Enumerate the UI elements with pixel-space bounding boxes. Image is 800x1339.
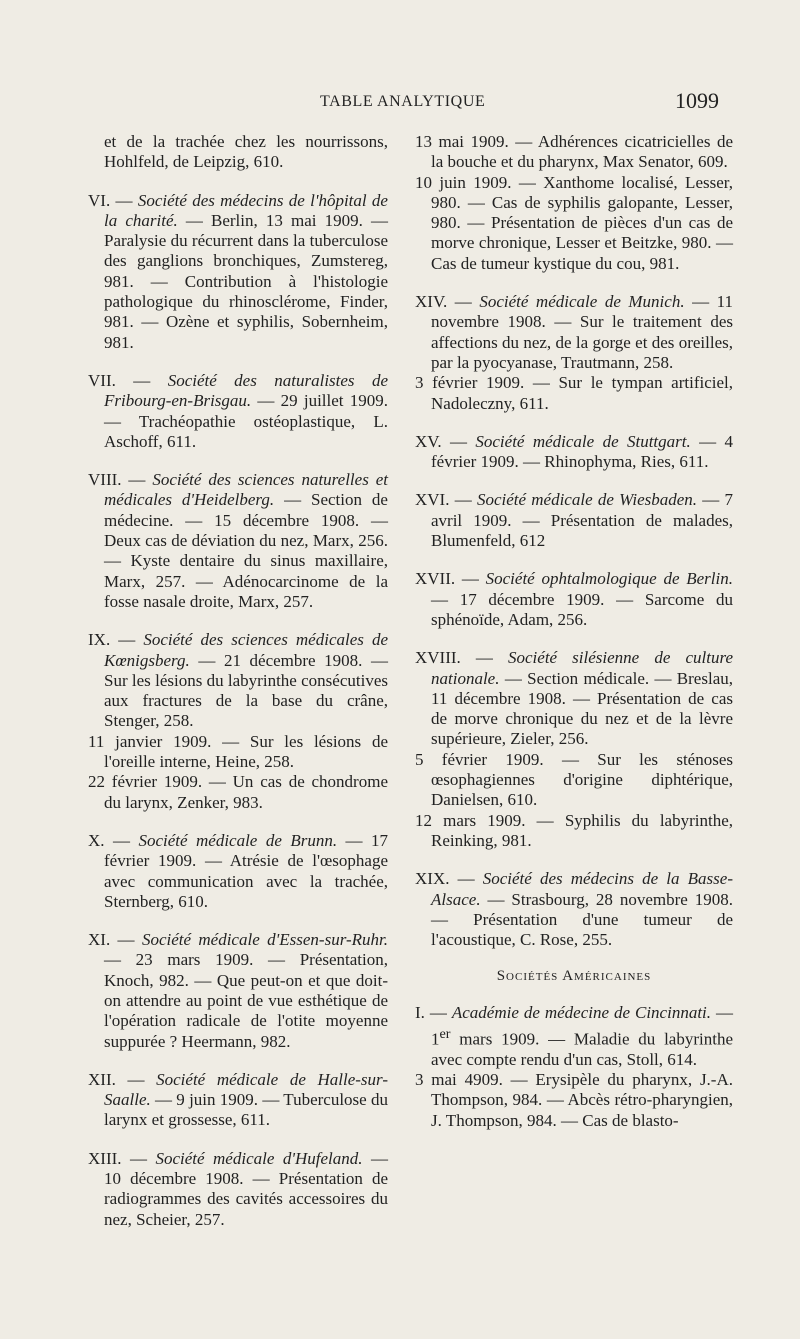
right-column — [415, 132, 733, 1149]
society-name: Société des médecins de l'hôpital de la charité. — [104, 190, 388, 230]
society-name: Société médicale de Brunn. — [138, 830, 338, 850]
entry-number: VI. — — [88, 190, 138, 210]
entry-xiv — [415, 292, 733, 414]
entry-number: IX. — — [88, 630, 144, 650]
entry-viii — [88, 470, 388, 612]
entry-number: XIV. — — [415, 292, 480, 312]
running-title: TABLE ANALYTIQUE — [320, 93, 486, 110]
society-name: Société médicale de Wiesbaden. — [476, 490, 698, 510]
left-column — [88, 132, 388, 1248]
entry-sub: 12 mars 1909. — Syphilis du labyrinthe, Reinking, 981. — [415, 810, 733, 850]
entry-text: — 9 juin 1909. — Tuberculose du larynx et grossesse, 611. — [104, 1090, 388, 1130]
entry-number: XI. — — [88, 930, 142, 950]
entry-text: — 21 décembre 1908. — Sur les lésions du labyrinthe consécutives aux fractures de la base du crâne, Stenger, 258. — [104, 650, 388, 731]
entry-x — [88, 831, 388, 912]
entry-text: — 17 février 1909. — Atrésie de l'œsophage avec communication avec la trachée, Sternberg, 610. — [104, 830, 388, 911]
entry-number: XIX. — — [415, 869, 483, 889]
entry-sub: 3 mai 4909. — Erysipèle du pharynx, J.-A. Thompson, 984. — Abcès rétro-pharyngien, J. Thompson, 984. — Cas de blasto- — [415, 1069, 733, 1130]
entry-main — [415, 292, 733, 373]
entry-main — [415, 648, 733, 749]
entry-xv — [415, 432, 733, 473]
society-name: Société ophtalmologique de Berlin. — [485, 569, 733, 589]
entry-text: — Berlin, 13 mai 1909. — Paralysie du récurrent dans la tuberculose des ganglions bronchiques, Zumstereg, 981. — Contribution à l'histologie pathologique du rhinosclérome, Finder, 981. — Ozène et syphilis, Sobernheim, 981. — [104, 210, 388, 352]
entry-continuation — [88, 132, 388, 173]
entry-number: XVI. — — [415, 490, 477, 510]
society-name: Société médicale de Munich. — [479, 292, 685, 312]
entry-xix — [415, 869, 733, 950]
society-name: Société des médecins de la Basse-Alsace. — [431, 869, 733, 909]
society-name: Société silésienne de culture nationale. — [431, 648, 733, 688]
entry-ix — [88, 630, 388, 813]
entry-main — [88, 630, 388, 731]
society-name: Société des sciences médicales de Kœnigsberg. — [104, 630, 388, 670]
entry-xi — [88, 930, 388, 1052]
entry-text: — 10 décembre 1908. — Présentation de radiogrammes des cavités accessoires du nez, Scheier, 257. — [104, 1148, 388, 1229]
entry-text: — 1 — [431, 1003, 733, 1049]
entry-sub: 11 janvier 1909. — Sur les lésions de l'oreille interne, Heine, 258. — [88, 731, 388, 772]
entry-number: XVII. — — [415, 569, 486, 589]
entry-xviii — [415, 648, 733, 851]
entry-text: — 11 novembre 1908. — Sur le traitement des affections du nez, de la gorge et des oreilles, par la pyocyanase, Trautmann, 258. — [431, 292, 733, 372]
entry-text: — Strasbourg, 28 novembre 1908. — Présentation d'une tumeur de l'acoustique, C. Rose, 255. — [431, 889, 733, 950]
entry-xii — [88, 1070, 388, 1131]
society-name: Société médicale d'Hufeland. — [155, 1148, 363, 1168]
entry-xvi — [415, 490, 733, 551]
entry-american-i — [415, 1003, 733, 1130]
page-number: 1099 — [675, 88, 719, 113]
entry-number: X. — — [88, 830, 139, 850]
entry-text: — 17 décembre 1909. — Sarcome du sphénoïde, Adam, 256. — [431, 589, 733, 629]
entry-number: XII. — — [88, 1069, 157, 1089]
entry-text: — 29 juillet 1909. — Trachéopathie ostéoplastique, L. Aschoff, 611. — [104, 391, 388, 451]
entry-sub: 22 février 1909. — Un cas de chondrome du larynx, Zenker, 983. — [88, 772, 388, 812]
entry-number: VII. — — [88, 370, 168, 390]
entry-xiii — [88, 1149, 388, 1230]
entry-xvii — [415, 569, 733, 630]
entry-sub: 5 février 1909. — Sur les sténoses œsophagiennes d'origine diphtérique, Danielsen, 610. — [415, 749, 733, 810]
entry-text: mars 1909. — Maladie du labyrinthe avec compte rendu d'un cas, Stoll, 614. — [431, 1029, 733, 1069]
section-heading: Sociétés Américaines — [496, 968, 652, 985]
entry-number: VIII. — — [88, 470, 153, 490]
society-name: Société des sciences naturelles et médicales d'Heidelberg. — [104, 470, 388, 510]
entry-vi — [88, 191, 388, 353]
society-name: Académie de médecine de Cincinnati. — [451, 1003, 712, 1023]
entry-main — [415, 1003, 733, 1070]
page-header — [0, 88, 800, 122]
entry-text: — 4 février 1909. — Rhinophyma, Ries, 611. — [431, 431, 733, 472]
society-name: Société médicale d'Essen-sur-Ruhr. — [141, 930, 388, 950]
entry-text: — Section médicale. — Breslau, 11 décembre 1908. — Présentation de cas de morve chronique du nez et de la lèvre supérieure, Zieler, 256. — [431, 668, 733, 749]
entry-sub: 13 mai 1909. — Adhérences cicatricielles de la bouche et du pharynx, Max Senator, 609. — [415, 132, 733, 172]
entry-text: — 7 avril 1909. — Présentation de malades, Blumenfeld, 612 — [431, 490, 733, 551]
society-name: Société des naturalistes de Fribourg-en-Brisgau. — [104, 370, 388, 411]
entry-xiii-continued — [415, 132, 733, 274]
entry-text: — 23 mars 1909. — Présentation, Knoch, 982. — Que peut-on et que doit-on attendre au point de vue esthétique de l'opération radicale de l'otite moyenne suppurée ? Heermann, 982. — [104, 950, 388, 1051]
entry-text: et de la trachée chez les nourrissons, Hohlfeld, de Leipzig, 610. — [104, 132, 388, 172]
entry-number: XIII. — — [88, 1148, 156, 1168]
entry-sub: 10 juin 1909. — Xanthome localisé, Lesser, 980. — Cas de syphilis galopante, Lesser, 980. — Présentation de pièces d'un cas de morve chronique, Lesser et Beitzke, 980. — Cas de tumeur kystique du cou, 981. — [415, 172, 733, 273]
entry-text: — Section de médecine. — 15 décembre 1908. — Deux cas de déviation du nez, Marx, 256. — Kyste dentaire du sinus maxillaire, Marx, 257. — Adénocarcinome de la fosse nasale droite, Marx, 257. — [104, 490, 388, 611]
ordinal-superscript: er — [439, 1025, 451, 1042]
entry-sub: 3 février 1909. — Sur le tympan artificiel, Nadoleczny, 611. — [415, 373, 733, 413]
society-name: Société médicale de Halle-sur-Saalle. — [104, 1069, 388, 1110]
entry-number: I. — — [415, 1003, 452, 1023]
entry-number: XVIII. — — [415, 648, 508, 668]
entry-number: XV. — — [415, 431, 476, 451]
society-name: Société médicale de Stuttgart. — [475, 431, 691, 451]
entry-vii — [88, 371, 388, 452]
